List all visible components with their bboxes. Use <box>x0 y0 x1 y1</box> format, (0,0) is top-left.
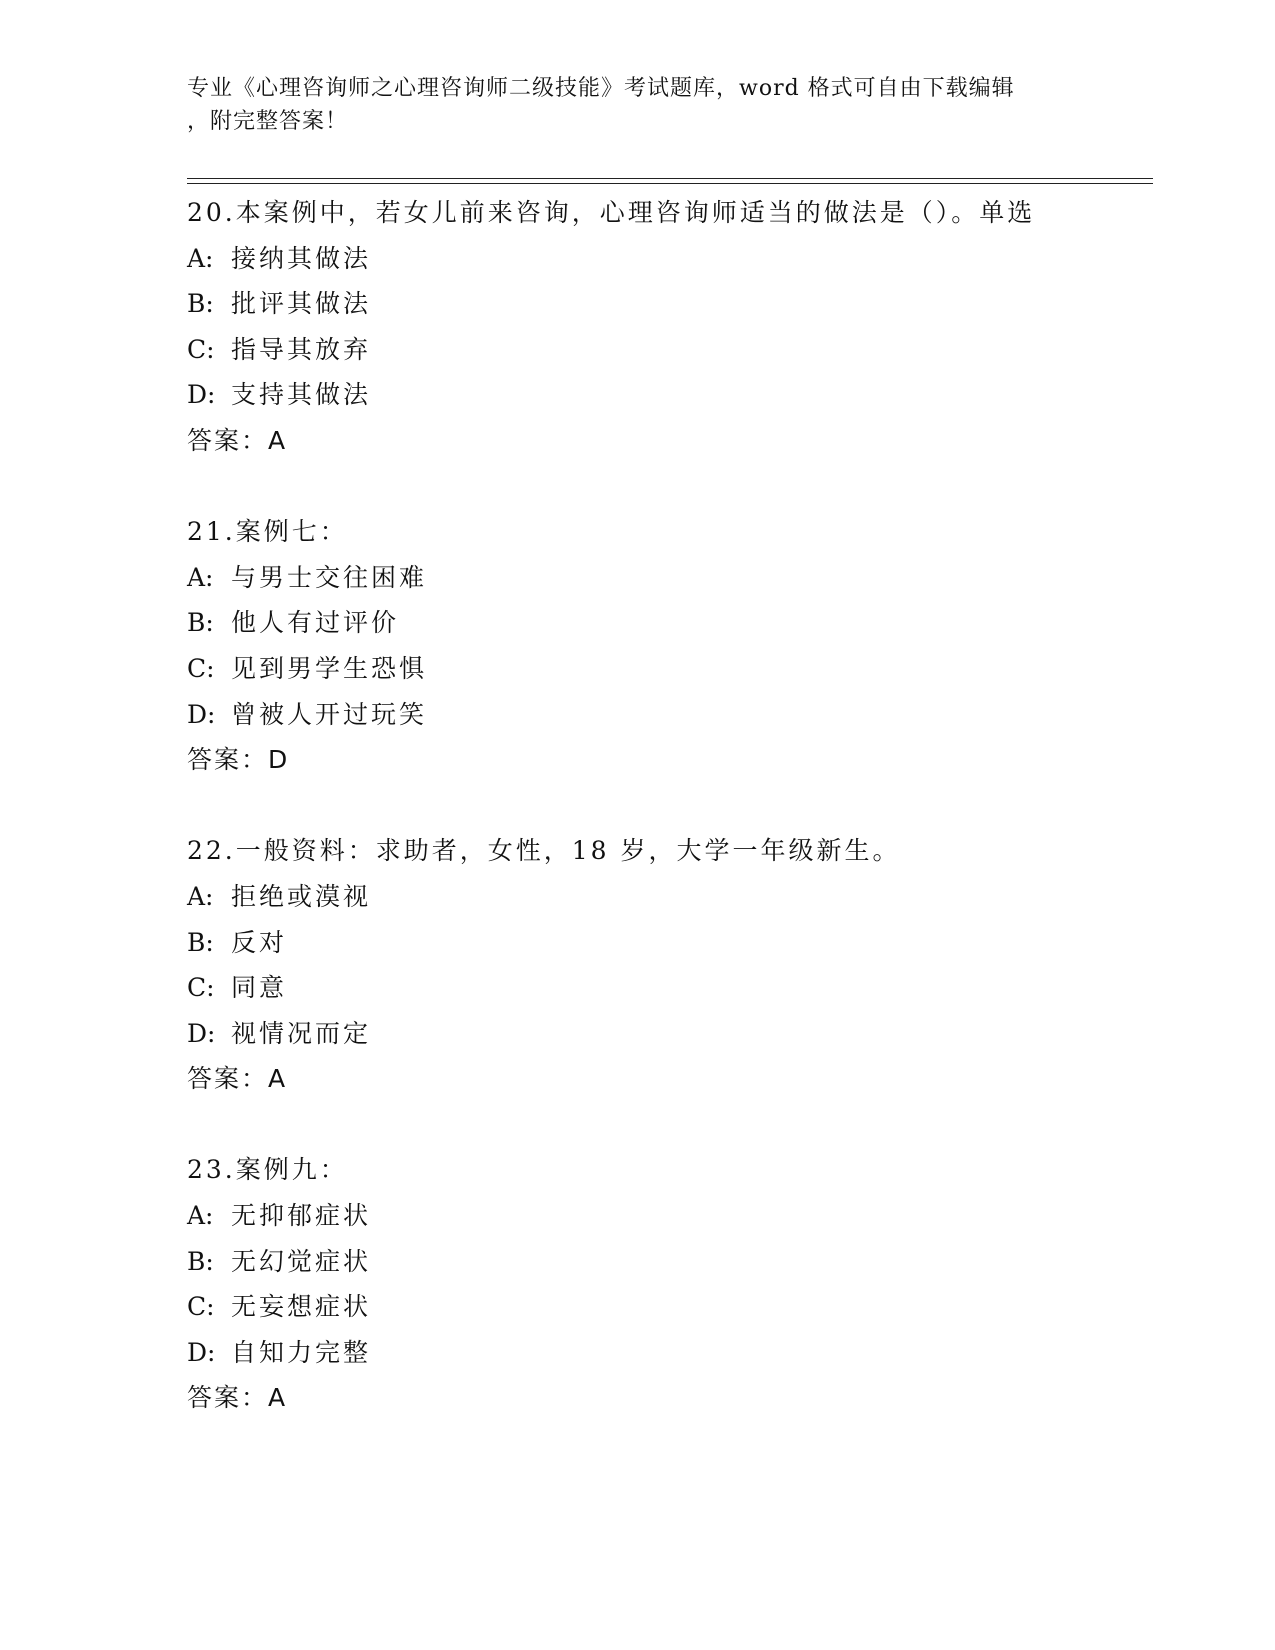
option-text: 无幻觉症状 <box>231 1246 372 1276</box>
option-label: A: <box>187 243 214 273</box>
question-stem: 23.案例九： <box>187 1155 348 1185</box>
header-divider-top <box>187 178 1153 179</box>
option-text: 见到男学生恐惧 <box>231 653 428 683</box>
answer-line: 答案：D <box>187 745 290 775</box>
option-text: 无抑郁症状 <box>231 1201 372 1231</box>
spacer <box>187 1102 1147 1148</box>
option-text: 反对 <box>231 927 288 957</box>
answer-line: 答案：A <box>187 1383 288 1413</box>
option-a <box>187 555 1147 601</box>
header-title-line2: ，附完整答案！ <box>187 109 349 134</box>
header-divider-bottom <box>187 183 1153 184</box>
option-text: 无妄想症状 <box>231 1292 372 1322</box>
option-text: 接纳其做法 <box>231 243 372 273</box>
option-d <box>187 372 1147 418</box>
question-stem: 22.一般资料：求助者，女性，18 岁，大学一年级新生。 <box>187 836 901 866</box>
option-a <box>187 874 1147 920</box>
option-label: A: <box>187 881 214 911</box>
option-text: 批评其做法 <box>231 289 372 319</box>
option-label: B: <box>187 927 214 957</box>
option-text: 拒绝或漠视 <box>231 881 372 911</box>
option-b <box>187 1239 1147 1285</box>
option-d <box>187 1011 1147 1057</box>
option-b <box>187 281 1147 327</box>
document-header <box>187 72 1087 138</box>
option-c <box>187 1284 1147 1330</box>
option-text: 曾被人开过玩笑 <box>231 699 428 729</box>
option-a <box>187 236 1147 282</box>
question-stem: 20.本案例中，若女儿前来咨询，心理咨询师适当的做法是（）。单选 <box>187 198 1036 227</box>
header-title-line1: 专业《心理咨询师之心理咨询师二级技能》考试题库，word 格式可自由下载编辑 <box>187 76 1015 101</box>
option-label: C: <box>187 334 215 364</box>
spacer <box>187 464 1147 510</box>
option-text: 与男士交往困难 <box>231 562 428 592</box>
question-22 <box>187 828 1147 1147</box>
option-label: B: <box>187 1246 214 1276</box>
option-c <box>187 327 1147 373</box>
option-text: 指导其放弃 <box>231 334 372 364</box>
option-text: 支持其做法 <box>231 380 372 410</box>
option-label: B: <box>187 608 214 638</box>
option-c <box>187 646 1147 692</box>
question-23 <box>187 1147 1147 1421</box>
option-label: B: <box>187 289 214 319</box>
question-list <box>187 190 1147 1421</box>
option-d <box>187 1330 1147 1376</box>
option-label: A: <box>187 562 214 592</box>
option-c <box>187 965 1147 1011</box>
option-d <box>187 692 1147 738</box>
option-text: 同意 <box>231 973 288 1003</box>
option-text: 自知力完整 <box>231 1337 372 1367</box>
option-label: A: <box>187 1201 214 1231</box>
spacer <box>187 783 1147 829</box>
option-label: D: <box>187 1018 216 1048</box>
option-text: 他人有过评价 <box>231 608 400 638</box>
option-label: C: <box>187 973 215 1003</box>
answer-line: 答案：A <box>187 1064 288 1094</box>
answer-line: 答案：A <box>187 425 288 455</box>
question-20 <box>187 190 1147 509</box>
option-label: C: <box>187 653 215 683</box>
option-a <box>187 1193 1147 1239</box>
option-label: D: <box>187 699 216 729</box>
option-b <box>187 600 1147 646</box>
question-21 <box>187 509 1147 828</box>
question-stem: 21.案例七： <box>187 517 348 547</box>
option-label: D: <box>187 1337 216 1367</box>
option-b <box>187 920 1147 966</box>
option-text: 视情况而定 <box>231 1018 372 1048</box>
option-label: D: <box>187 380 216 410</box>
option-label: C: <box>187 1292 215 1322</box>
